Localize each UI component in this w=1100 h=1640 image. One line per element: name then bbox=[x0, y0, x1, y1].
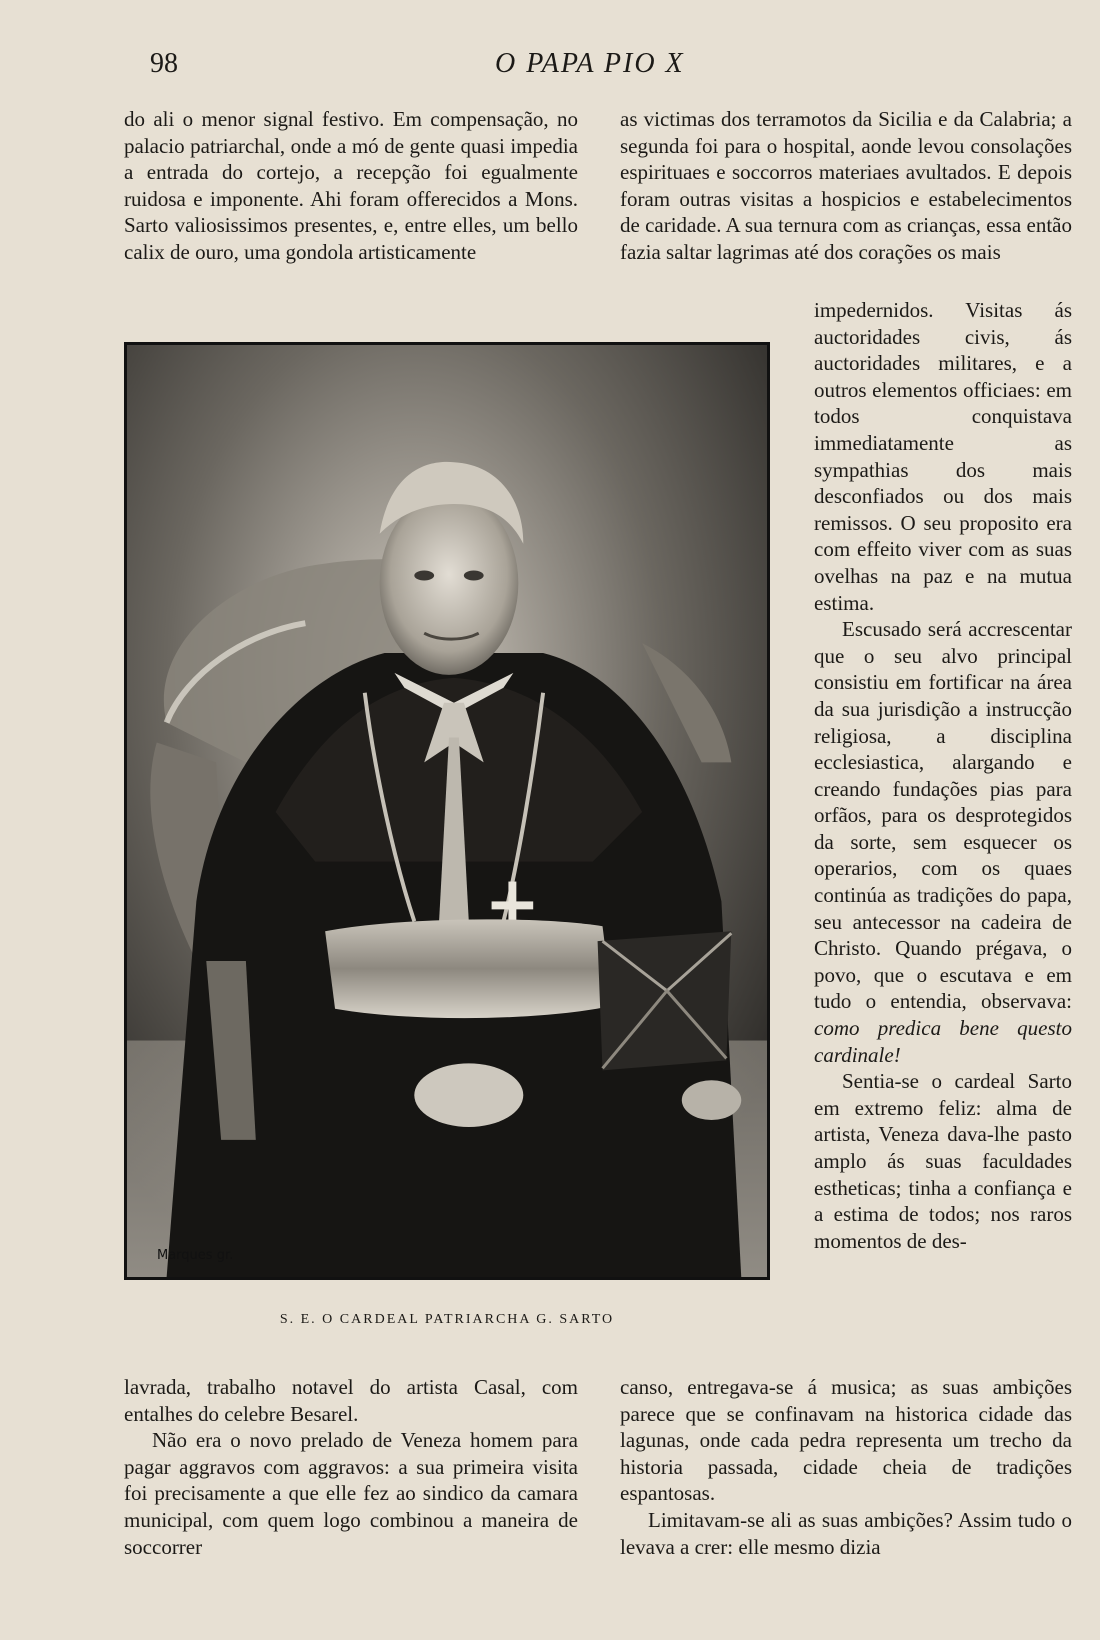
paragraph-text: Escusado será accrescentar que o seu alvo principal consistiu em fortificar na área da sua jurisdição a instrucção religiosa, a disciplina ecclesiastica, alargando e creando fundações pias para orfãos, para os desprotegidos da sorte, sem esquecer os operarios, com os quaes continúa as tradições do papa, seu antecessor na cadeira de Christo. Quando prégava, o povo, que o escutava e em tudo o entendia, observava: bbox=[814, 617, 1072, 1014]
page-number: 98 bbox=[150, 48, 178, 79]
paragraph: canso, entregava-se á musica; as suas ambições parece que se confinavam na historica cidade das lagunas, onde cada pedra representa um trecho da historia passada, cidade cheia de tradições espantosas. bbox=[620, 1375, 1072, 1506]
right-column-narrow bbox=[814, 297, 1072, 1254]
paragraph: Não era o novo prelado de Veneza homem para pagar aggravos com aggravos: a sua primeira visita foi precisamente a que elle fez ao sindico da camara municipal, com quem logo combinou a maneira de soccorrer bbox=[124, 1428, 578, 1559]
left-column-bottom bbox=[124, 1374, 578, 1560]
paragraph: as victimas dos terramotos da Sicilia e da Calabria; a segunda foi para o hospital, aonde levou consolações espirituaes e soccorros materiaes avultados. E depois foram outras visitas a hospicios e estabelecimentos de caridade. A sua ternura com as crianças, essa então fazia saltar lagrimas até dos corações os mais bbox=[620, 107, 1072, 264]
italian-quote: como predica bene questo cardinale! bbox=[814, 1016, 1072, 1067]
left-column-top bbox=[124, 106, 578, 266]
engraver-mark: Marques gr. bbox=[157, 1248, 234, 1263]
running-title: O PAPA PIO X bbox=[495, 48, 685, 79]
photo-caption: S. E. O CARDEAL PATRIARCHA G. SARTO bbox=[279, 1312, 615, 1327]
right-column-bottom bbox=[620, 1374, 1072, 1560]
paragraph bbox=[814, 616, 1072, 1068]
paragraph: impedernidos. Visitas ás auctoridades civis, ás auctoridades militares, e a outros elementos officiaes: em todos conquistava immediatamente as sympathias dos mais desconfiados ou dos mais remissos. O seu proposito era com effeito viver com as suas ovelhas na paz e na mutua estima. bbox=[814, 298, 1072, 615]
paragraph: Limitavam-se ali as suas ambições? Assim tudo o levava a crer: elle mesmo dizia bbox=[620, 1507, 1072, 1559]
portrait-photo bbox=[124, 342, 770, 1280]
paragraph: Sentia-se o cardeal Sarto em extremo feliz: alma de artista, Veneza dava-lhe pasto amplo ás suas faculdades estheticas; tinha a confiança e a estima de todos; nos raros momentos de des- bbox=[814, 1069, 1072, 1253]
right-column-top bbox=[620, 106, 1072, 266]
paragraph: lavrada, trabalho notavel do artista Casal, com entalhes do celebre Besarel. bbox=[124, 1375, 578, 1426]
paragraph: do ali o menor signal festivo. Em compensação, no palacio patriarchal, onde a mó de gente quasi impedia a entrada do cortejo, a recepção foi egualmente ruidosa e imponente. Ahi foram offerecidos a Mons. Sarto valiosissimos presentes, e, entre elles, um bello calix de ouro, uma gondola artisticamente bbox=[124, 107, 578, 264]
portrait-illustration bbox=[127, 345, 767, 1277]
